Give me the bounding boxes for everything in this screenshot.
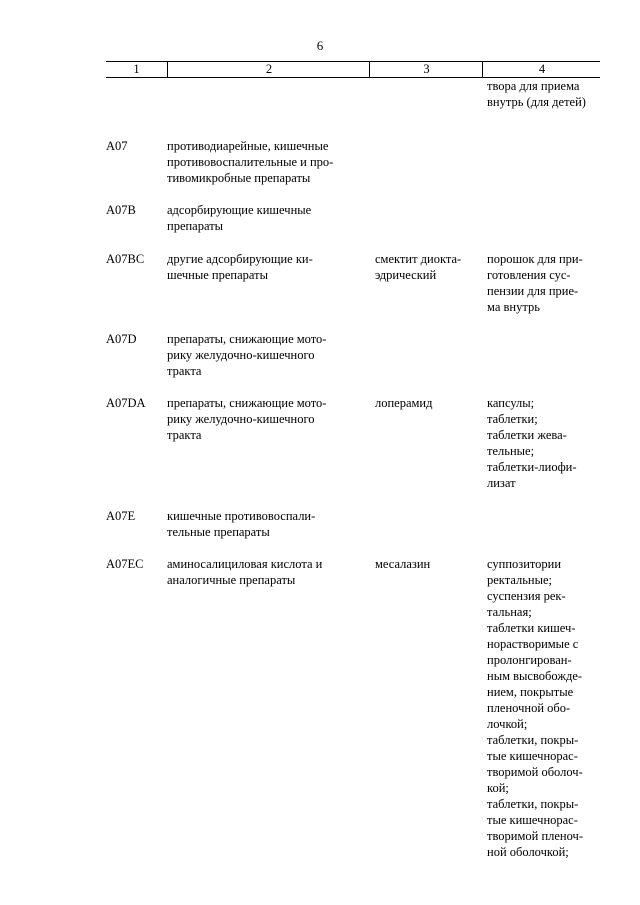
atc-code: A07BC: [106, 252, 145, 266]
drug-name: лоперамид: [375, 396, 433, 410]
dosage-forms: [482, 331, 600, 379]
dosage-forms: суппозитории ректальные; суспензия рек- тальная; таблетки кишеч- норастворимые с пролонгирован- ным высвобожде- нием, покрытые пленочной обо- лочкой; таблетки, покры- тые кишечнорас- творимой оболоч- кой; таблетки, покры- тые кишечнорас- творимой пленоч- ной оболочкой;: [487, 557, 583, 859]
drug-name: [369, 138, 482, 186]
column-header-3: 3: [369, 62, 483, 77]
drug-name: [369, 508, 482, 540]
table-row: [106, 331, 600, 379]
drug-group: кишечные противовоспали- тельные препараты: [167, 509, 316, 539]
dosage-forms: [482, 138, 600, 186]
table-row: [106, 78, 600, 110]
table-row: [106, 395, 600, 491]
dosage-forms: [482, 202, 600, 234]
column-header-2: 2: [167, 62, 370, 77]
dosage-forms: порошок для при- готовления сус- пензии для прие- ма внутрь: [487, 252, 583, 314]
drug-name: смектит диокта- эдрический: [375, 252, 462, 282]
drug-group: адсорбирующие кишечные препараты: [167, 203, 312, 233]
drug-group: препараты, снижающие мото- рику желудочно-кишечного тракта: [167, 332, 327, 378]
table-row: [106, 251, 600, 315]
atc-code: A07D: [106, 332, 137, 346]
drug-name: [369, 331, 482, 379]
drug-group: аминосалициловая кислота и аналогичные препараты: [167, 557, 323, 587]
drug-group: препараты, снижающие мото- рику желудочно-кишечного тракта: [167, 396, 327, 442]
drug-group: [167, 78, 369, 110]
column-header-1: 1: [133, 62, 140, 76]
table-row: [106, 202, 600, 234]
dosage-forms: твора для приема внутрь (для детей): [487, 79, 586, 109]
dosage-forms: [482, 508, 600, 540]
page-number: 6: [316, 38, 324, 53]
drug-name: [369, 78, 482, 110]
drug-group: другие адсорбирующие ки- шечные препараты: [167, 252, 313, 282]
drug-group: противодиарейные, кишечные противовоспалительные и про- тивомикробные препараты: [167, 139, 334, 185]
atc-code: A07B: [106, 203, 136, 217]
table-header: [106, 61, 600, 78]
atc-code: [106, 78, 167, 110]
table-row: [106, 508, 600, 540]
table-row: [106, 556, 600, 860]
table-row: [106, 138, 600, 186]
column-header-4: 4: [482, 62, 601, 77]
atc-code: A07DA: [106, 396, 146, 410]
dosage-forms: капсулы; таблетки; таблетки жева- тельные; таблетки-лиофи- лизат: [487, 396, 577, 490]
atc-code: A07E: [106, 509, 136, 523]
atc-code: A07: [106, 139, 128, 153]
drug-name: месалазин: [375, 557, 431, 571]
drug-name: [369, 202, 482, 234]
table-body: [106, 78, 600, 860]
atc-code: A07EC: [106, 557, 144, 571]
